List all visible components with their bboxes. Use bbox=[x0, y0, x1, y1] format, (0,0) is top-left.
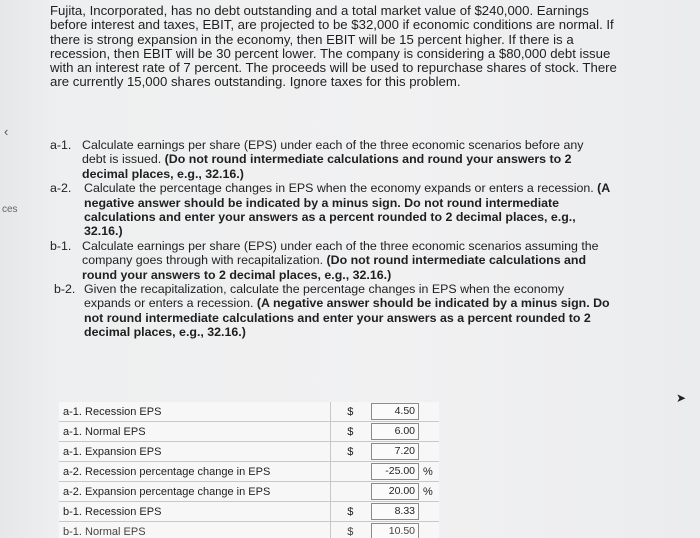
mouse-cursor-icon: ➤ bbox=[676, 391, 687, 405]
table-row bbox=[59, 422, 439, 442]
unit-symbol: % bbox=[421, 482, 439, 502]
part-rounding-note: (A negative answer should be indicated by a minus sign. Do not round intermediate calculations and enter your answers as a percent rounded to 2 decimal places, e.g., 32.16.) bbox=[84, 296, 610, 340]
question-part-b1 bbox=[50, 239, 610, 282]
unit-symbol bbox=[421, 522, 439, 538]
table-row bbox=[59, 522, 439, 538]
currency-symbol bbox=[331, 462, 369, 482]
part-label: b-2. bbox=[54, 282, 76, 297]
part-instruction: Calculate earnings per share (EPS) under each of the three economic scenarios before any debt is issued. bbox=[82, 138, 584, 167]
collapse-chevron-icon[interactable]: ‹ bbox=[4, 124, 9, 139]
unit-symbol bbox=[421, 442, 439, 462]
part-rounding-note: (Do not round intermediate calculations and round your answers to 2 decimal places, e.g., 32.16.) bbox=[82, 152, 572, 181]
question-part-a2 bbox=[50, 181, 610, 239]
part-text bbox=[82, 138, 610, 181]
table-row bbox=[59, 402, 439, 422]
answer-label: b-1. Normal EPS bbox=[59, 522, 331, 538]
answer-label: a-1. Normal EPS bbox=[59, 422, 331, 442]
answer-table bbox=[59, 402, 439, 538]
problem-intro: Fujita, Incorporated, has no debt outstanding and a total market value of $240,000. Earnings before interest and taxes, EBIT, are projected to be $32,000 if economic conditions are normal. If there is strong expansion in the economy, then EBIT will be 15 percent higher. If there is a recession, then EBIT will be 30 percent lower. The company is considering a $80,000 debt issue with an interest rate of 7 percent. The proceeds will be used to repurchase shares of stock. There are currently 15,000 shares outstanding. Ignore taxes for this problem. bbox=[50, 3, 617, 90]
table-row bbox=[59, 502, 439, 522]
answer-label: a-2. Expansion percentage change in EPS bbox=[59, 482, 331, 502]
answer-label: a-1. Expansion EPS bbox=[59, 442, 331, 462]
unit-symbol bbox=[421, 422, 439, 442]
answer-label: a-1. Recession EPS bbox=[59, 402, 331, 422]
currency-symbol bbox=[331, 482, 369, 502]
part-instruction: Calculate earnings per share (EPS) under each of the three economic scenarios assuming the company goes through with recapitalization. bbox=[82, 238, 599, 268]
question-part-a1 bbox=[50, 138, 610, 181]
answer-input[interactable]: 10.50 bbox=[371, 523, 419, 538]
answer-input[interactable]: 7.20 bbox=[371, 443, 419, 460]
part-rounding-note: (Do not round intermediate calculations and round your answers to 2 decimal places, e.g., 32.16.) bbox=[82, 253, 587, 282]
part-label: a-1. bbox=[50, 138, 72, 152]
question-parts bbox=[50, 138, 610, 340]
part-instruction: Given the recapitalization, calculate the percentage changes in EPS when the economy expands or enters a recession. bbox=[84, 282, 565, 311]
answer-input[interactable]: 8.33 bbox=[371, 503, 419, 520]
unit-symbol bbox=[421, 502, 439, 522]
table-row bbox=[59, 442, 439, 462]
currency-symbol: $ bbox=[331, 402, 369, 422]
sidebar-label: ces bbox=[2, 204, 18, 215]
currency-symbol: $ bbox=[331, 422, 369, 442]
part-label: a-2. bbox=[50, 181, 72, 196]
currency-symbol: $ bbox=[331, 442, 369, 462]
part-instruction: Calculate the percentage changes in EPS when the economy expands or enters a recession. bbox=[84, 181, 594, 196]
part-rounding-note: (A negative answer should be indicated by a minus sign. Do not round intermediate calculations and enter your answers as a percent rounded to 2 decimal places, e.g., 32.16.) bbox=[84, 181, 610, 239]
part-text bbox=[84, 181, 610, 239]
part-text bbox=[82, 239, 610, 282]
currency-symbol: $ bbox=[331, 502, 369, 522]
answer-label: b-1. Recession EPS bbox=[59, 502, 331, 522]
part-label: b-1. bbox=[50, 238, 72, 253]
part-text bbox=[84, 282, 610, 340]
table-row bbox=[59, 462, 439, 482]
table-row bbox=[59, 482, 439, 502]
answer-input[interactable]: 4.50 bbox=[371, 403, 419, 420]
answer-input[interactable]: 20.00 bbox=[371, 483, 419, 500]
unit-symbol bbox=[421, 402, 439, 422]
answer-label: a-2. Recession percentage change in EPS bbox=[59, 462, 331, 482]
answer-input[interactable]: -25.00 bbox=[371, 463, 419, 480]
unit-symbol: % bbox=[421, 462, 439, 482]
question-part-b2 bbox=[54, 282, 610, 340]
currency-symbol: $ bbox=[331, 522, 369, 538]
answer-input[interactable]: 6.00 bbox=[371, 423, 419, 440]
